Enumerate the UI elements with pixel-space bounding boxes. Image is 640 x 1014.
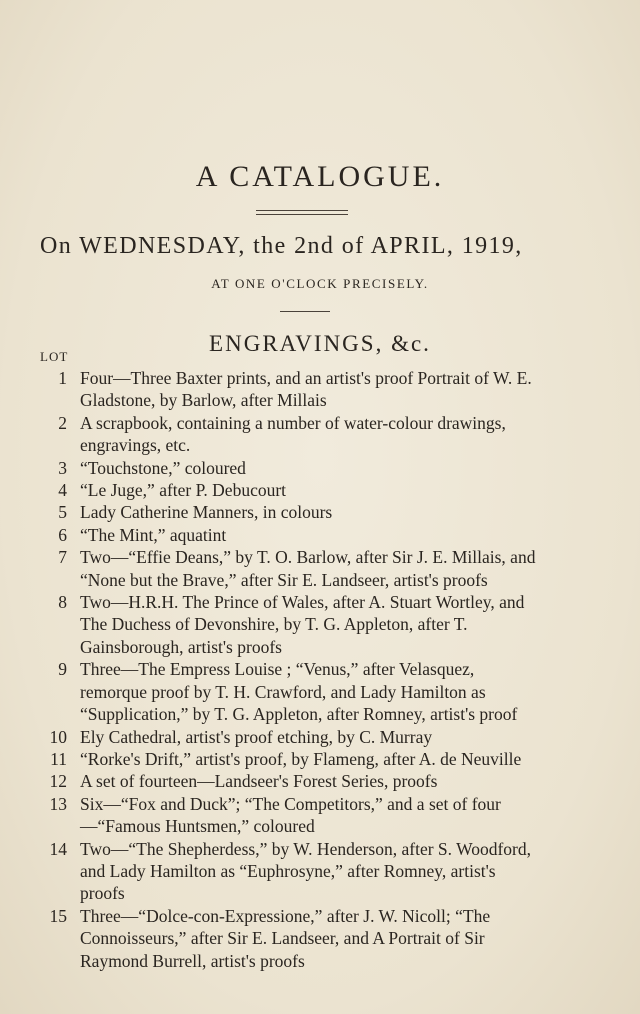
lot-description: “Touchstone,” coloured	[80, 457, 246, 478]
lot-number: 12	[49, 771, 67, 792]
lot-description: Four—Three Baxter prints, and an artist's proof Portrait of W. E. Gladstone, by Barlow, after Millais	[80, 368, 532, 411]
lot-description: Two—H.R.H. The Prince of Wales, after A. Stuart Wortley, and The Duchess of Devonshire, by T. G. Appleton, after T. Gainsborough, artist's proofs	[80, 592, 525, 657]
lot-number: 5	[58, 502, 67, 523]
lot-description: Three—“Dolce-con-Expressione,” after J. W. Nicoll; “The Connoisseurs,” after Sir E. Landseer, and A Portrait of Sir Raymond Burrell, artist's proofs	[80, 905, 491, 971]
lot-number: 15	[49, 905, 67, 926]
lot-number: 14	[49, 838, 67, 859]
lot-entry	[0, 501, 640, 523]
lot-description: Ely Cathedral, artist's proof etching, by C. Murray	[80, 726, 433, 747]
lot-entry	[0, 770, 640, 792]
lot-entry	[0, 546, 640, 591]
lot-entry	[0, 793, 640, 838]
lot-number: 2	[58, 412, 67, 433]
lot-number: 4	[58, 480, 67, 501]
lot-number: 8	[58, 592, 67, 613]
lot-description: “Rorke's Drift,” artist's proof, by Flameng, after A. de Neuville	[80, 748, 522, 769]
lot-description: “The Mint,” aquatint	[80, 524, 227, 545]
sale-date-line: On WEDNESDAY, the 2nd of APRIL, 1919,	[40, 233, 523, 259]
lot-entry	[0, 726, 640, 748]
lot-entry	[0, 524, 640, 546]
section-heading: ENGRAVINGS, &c.	[209, 331, 431, 356]
lot-entry	[0, 658, 640, 725]
lot-entry	[0, 748, 640, 770]
lot-entry	[0, 905, 640, 972]
lot-number: 3	[58, 457, 67, 478]
title-double-rule	[256, 210, 348, 215]
lot-description: Lady Catherine Manners, in colours	[80, 502, 333, 523]
lot-number: 6	[58, 524, 67, 545]
lot-number: 9	[58, 659, 67, 680]
lot-entry	[0, 457, 640, 479]
lot-list	[0, 367, 640, 972]
lot-entry	[0, 591, 640, 658]
lot-description: “Le Juge,” after P. Debucourt	[80, 480, 287, 501]
lot-description: Two—“Effie Deans,” by T. O. Barlow, after Sir J. E. Millais, and “None but the Brave,” after Sir E. Landseer, artist's proofs	[80, 547, 536, 590]
lot-description: Six—“Fox and Duck”; “The Competitors,” and a set of four—“Famous Huntsmen,” coloured	[80, 793, 501, 837]
lot-number: 13	[49, 793, 67, 814]
lot-number: 11	[50, 748, 67, 769]
lot-entry	[0, 412, 640, 457]
section-rule	[280, 311, 330, 312]
catalogue-title: A CATALOGUE.	[195, 160, 445, 193]
lot-entry	[0, 479, 640, 501]
lot-number: 1	[58, 368, 67, 388]
lot-number: 7	[58, 547, 67, 568]
lot-column-header: LOT	[40, 349, 69, 364]
sale-time-line: AT ONE O'CLOCK PRECISELY.	[211, 276, 429, 291]
lot-entry	[0, 838, 640, 905]
lot-number: 10	[49, 726, 67, 747]
lot-description: Three—The Empress Louise ; “Venus,” after Velasquez, remorque proof by T. H. Crawford, and Lady Hamilton as “Supplication,” by T. G. Appleton, after Romney, artist's proof	[80, 659, 518, 725]
lot-description: Two—“The Shepherdess,” by W. Henderson, after S. Woodford, and Lady Hamilton as “Euphrosyne,” after Romney, artist's proofs	[80, 838, 531, 904]
lot-description: A scrapbook, containing a number of water-colour drawings, engravings, etc.	[80, 412, 506, 456]
lot-description: A set of fourteen—Landseer's Forest Series, proofs	[80, 771, 438, 792]
lot-entry	[0, 367, 640, 412]
